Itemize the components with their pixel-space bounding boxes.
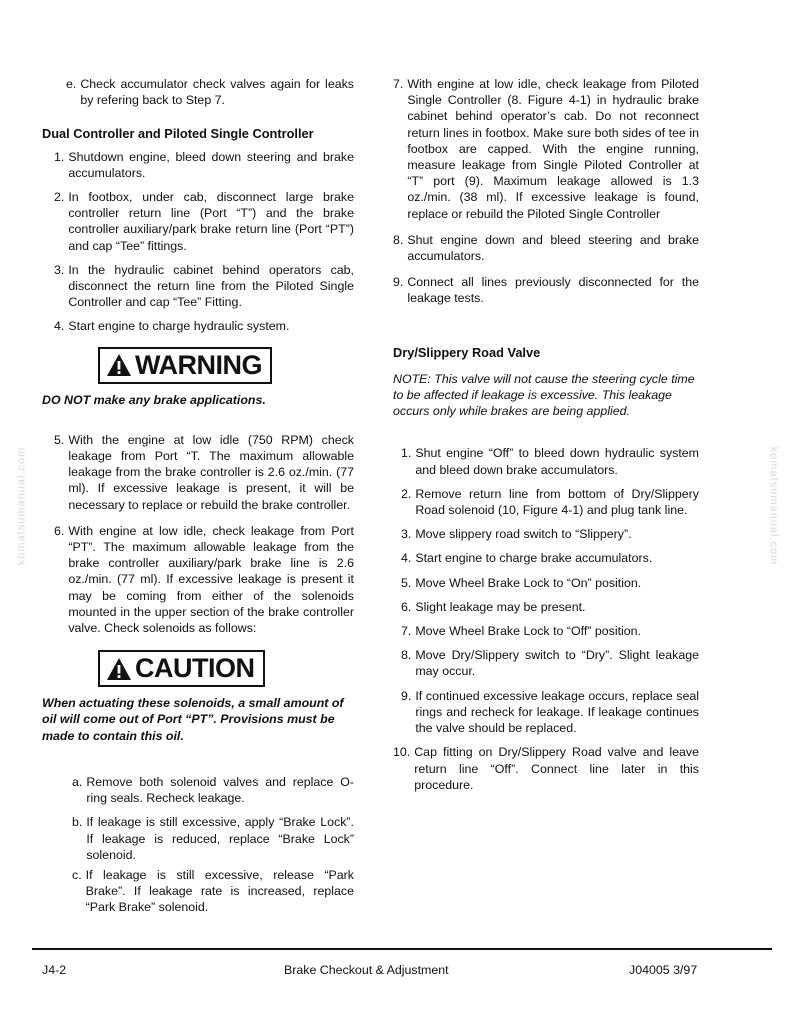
warning-badge-wrap	[42, 347, 354, 384]
section-heading-dry-slippery: Dry/Slippery Road Valve	[393, 344, 541, 360]
step-item	[393, 445, 699, 477]
step-number: 6.	[401, 599, 412, 614]
warning-badge	[98, 347, 272, 384]
caution-label: CAUTION	[135, 653, 255, 684]
step-number: 10.	[393, 745, 411, 760]
steps-list-dry-slippery	[393, 445, 699, 792]
step-text: With the engine at low idle (750 RPM) check leakage from Port “T. The maximum allowable leakage from the brake controller is 2.6 oz./min. (77 ml). If excessive leakage is present, it will be necessary to replace or rebuild the brake controller.	[68, 432, 354, 512]
step-text: Slight leakage may be present.	[415, 599, 586, 614]
substep-letter: a.	[72, 774, 83, 789]
step-item	[393, 744, 699, 793]
step-number: 1.	[401, 446, 412, 461]
warning-label: WARNING	[135, 349, 262, 380]
step-number: 5.	[401, 575, 412, 590]
step-item	[393, 623, 699, 639]
step-number: 8.	[401, 648, 412, 663]
step-number: 2.	[54, 190, 65, 205]
step-item	[54, 189, 354, 254]
step-item	[393, 688, 699, 737]
watermark-left: komatsumanual.com	[15, 446, 28, 566]
caution-triangle-icon	[106, 657, 132, 681]
step-text: With engine at low idle, check leakage from Piloted Single Controller (8. Figure 4-1) in hydraulic brake cabinet behind operator’s cab. Do not reconnect return lines in footbox. Make sure both sides of tee in footbox are capped. With the engine running, measure leakage from Single Piloted Controller at “T” port (9). Maximum leakage allowed is 1.3 oz./min. (38 ml). If excessive leakage is found, replace or rebuild the Piloted Single Controller	[407, 77, 699, 221]
step-text: Start engine to charge brake accumulators.	[415, 551, 653, 566]
note-text: NOTE: This valve will not cause the steering cycle time to be affected if leakage is excessive. This leakage occurs only while brakes are being applied.	[393, 371, 695, 419]
caution-badge	[98, 650, 265, 687]
step-item	[393, 599, 699, 615]
step-item	[54, 432, 354, 513]
step-number: 9.	[393, 275, 404, 290]
step-number: 3.	[54, 262, 65, 277]
step-item	[54, 318, 354, 334]
caution-text: When actuating these solenoids, a small amount of oil will come out of Port “PT”. Provisions must be made to contain this oil.	[42, 696, 344, 743]
substep-item	[72, 867, 354, 916]
step-text: In footbox, under cab, disconnect large brake controller return line (Port “T”) and the brake controller auxiliary/park brake return line (Port “PT”) and cap “Tee” fittings.	[68, 190, 354, 253]
step-number: 4.	[54, 319, 65, 334]
substep-letter: b.	[72, 815, 83, 830]
step-text: Move slippery road switch to “Slippery”.	[415, 527, 632, 542]
steps-list-7-9	[393, 76, 699, 307]
step-number: 1.	[54, 149, 65, 164]
footer-divider	[32, 948, 772, 950]
step-item	[393, 76, 699, 222]
step-item	[54, 262, 354, 311]
step-item	[393, 486, 699, 518]
warning-triangle-icon	[106, 353, 132, 377]
step-item	[393, 647, 699, 679]
left-column	[42, 76, 354, 924]
step-item	[393, 575, 699, 591]
step-item	[393, 232, 699, 264]
step-number: 3.	[401, 527, 412, 542]
footer-document-code: J04005 3/97	[629, 963, 698, 977]
step-item	[393, 526, 699, 542]
substeps-list	[42, 774, 354, 916]
step-number: 7.	[401, 624, 412, 639]
step-number: 4.	[401, 551, 412, 566]
step-text: Shut engine down and bleed steering and brake accumulators.	[407, 232, 699, 264]
substep-text: If leakage is still excessive, apply “Brake Lock”. If leakage is reduced, replace “Brake Lock” solenoid.	[86, 815, 354, 862]
step-text: Move Wheel Brake Lock to “On” position.	[415, 575, 642, 590]
footer-title: Brake Checkout & Adjustment	[284, 963, 449, 977]
right-column	[393, 76, 699, 801]
step-text: Move Dry/Slippery switch to “Dry”. Slight leakage may occur.	[415, 648, 699, 679]
step-text: Check accumulator check valves again for leaks by refering back to Step 7.	[80, 77, 354, 108]
step-text: Connect all lines previously disconnected for the leakage tests.	[407, 275, 699, 306]
step-number: e.	[66, 77, 77, 91]
section-heading-dual-controller: Dual Controller and Piloted Single Controller	[42, 126, 314, 142]
step-item	[393, 274, 699, 306]
substep-letter: c.	[72, 867, 82, 882]
step-text: Start engine to charge hydraulic system.	[68, 319, 290, 334]
step-item	[393, 550, 699, 566]
footer-page-number: J4-2	[42, 963, 67, 977]
step-text: Cap fitting on Dry/Slippery Road valve and leave return line “Off”. Connect line later in this procedure.	[414, 745, 699, 792]
substep-text: If leakage is still excessive, release “Park Brake”. If leakage rate is increased, replace “Park Brake” solenoid.	[85, 867, 354, 915]
step-number: 9.	[401, 688, 412, 703]
step-text: Remove return line from bottom of Dry/Slippery Road solenoid (10, Figure 4-1) and plug tank line.	[415, 486, 699, 518]
step-item	[54, 149, 354, 181]
step-text: Shut engine “Off” to bleed down hydraulic system and bleed down brake accumulators.	[415, 446, 699, 477]
steps-list-1-4	[42, 149, 354, 335]
steps-list-5-6	[42, 432, 354, 636]
step-text: Shutdown engine, bleed down steering and brake accumulators.	[68, 149, 354, 180]
step-text: Move Wheel Brake Lock to “Off” position.	[415, 624, 641, 639]
step-text: If continued excessive leakage occurs, replace seal rings and recheck for leakage. If leakage continues the valve should be replaced.	[415, 688, 699, 736]
step-e	[42, 76, 354, 108]
step-text: With engine at low idle, check leakage from Port “PT”. The maximum allowable leakage from the brake controller auxiliary/park brake line is 2.6 oz./min. (77 ml). If excessive leakage is present it may be coming from either of the solenoids mounted in the upper section of the brake controller valve. Check solenoids as follows:	[68, 523, 354, 636]
step-number: 6.	[54, 523, 65, 538]
substep-text: Remove both solenoid valves and replace O-ring seals. Recheck leakage.	[86, 774, 354, 806]
caution-badge-wrap	[42, 650, 354, 687]
step-number: 5.	[54, 432, 65, 447]
step-number: 2.	[401, 486, 412, 501]
substep-item	[72, 814, 354, 863]
step-text: In the hydraulic cabinet behind operators cab, disconnect the return line from the Piloted Single Controller and cap “Tee” Fitting.	[68, 262, 354, 310]
step-number: 7.	[393, 77, 404, 91]
step-item	[54, 523, 354, 636]
warning-text: DO NOT make any brake applications.	[42, 392, 266, 407]
substep-item	[72, 774, 354, 806]
step-number: 8.	[393, 232, 404, 247]
watermark-right: komatsumanual.com	[767, 446, 780, 566]
